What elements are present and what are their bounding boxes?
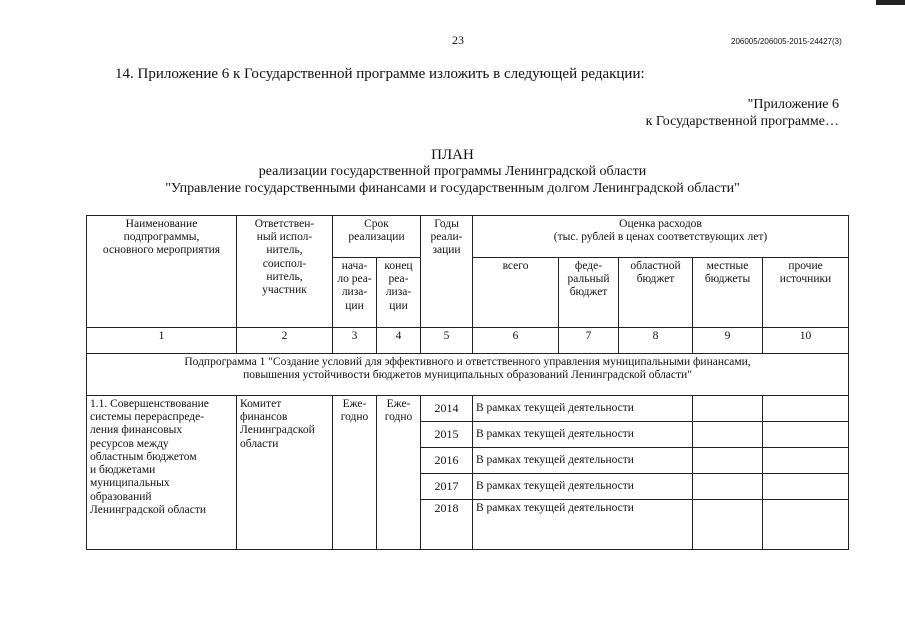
appendix-label-line2: к Государственной программе…: [645, 114, 839, 129]
column-number: 5: [421, 328, 473, 354]
year-cell: 2017: [421, 474, 473, 500]
subprogram-title: Подпрограмма 1 "Создание условий для эффективного и ответственного управления муниципальными финансами, повышения устойчивости бюджетов муниципальных образований Ленинградской области": [87, 354, 849, 396]
empty-cell: [693, 500, 763, 550]
header-term: Срок реализации: [333, 216, 421, 258]
empty-cell: [693, 448, 763, 474]
plan-title: ПЛАН: [431, 147, 474, 163]
empty-cell: [693, 474, 763, 500]
activity-name: 1.1. Совершенствование системы перераспреде- ления финансовых ресурсов между областным бюджетом и бюджетами муниципальных образований Ленинградской области: [87, 396, 237, 550]
empty-cell: [763, 422, 849, 448]
year-cell: 2018: [421, 500, 473, 550]
column-number: 3: [333, 328, 377, 354]
empty-cell: [763, 474, 849, 500]
header-costs: Оценка расходов (тыс. рублей в ценах соответствующих лет): [473, 216, 849, 258]
plan-subtitle-2: "Управление государственными финансами и государственным долгом Ленинградской области": [165, 181, 740, 196]
column-number: 2: [237, 328, 333, 354]
cost-note: В рамках текущей деятельности: [473, 500, 693, 550]
header-years: Годы реали- зации: [421, 216, 473, 328]
scan-corner-mark: [876, 0, 905, 5]
document-code: 206005/206005-2015-24427(3): [731, 37, 842, 46]
header-name: Наименование подпрограммы, основного мероприятия: [87, 216, 237, 328]
column-number: 8: [619, 328, 693, 354]
column-number: 9: [693, 328, 763, 354]
year-cell: 2016: [421, 448, 473, 474]
header-other: прочие источники: [763, 258, 849, 328]
column-number: 7: [559, 328, 619, 354]
plan-subtitle-1: реализации государственной программы Ленинградской области: [258, 164, 647, 179]
appendix-label-line1: "Приложение 6: [747, 97, 839, 112]
cost-note: В рамках текущей деятельности: [473, 396, 693, 422]
cost-note: В рамках текущей деятельности: [473, 448, 693, 474]
empty-cell: [693, 396, 763, 422]
cost-note: В рамках текущей деятельности: [473, 474, 693, 500]
column-number: 10: [763, 328, 849, 354]
header-term-start: нача- ло реа- лиза- ции: [333, 258, 377, 328]
empty-cell: [763, 448, 849, 474]
column-number: 1: [87, 328, 237, 354]
year-cell: 2014: [421, 396, 473, 422]
empty-cell: [763, 500, 849, 550]
column-number: 6: [473, 328, 559, 354]
empty-cell: [693, 422, 763, 448]
cost-note: В рамках текущей деятельности: [473, 422, 693, 448]
plan-table: [86, 215, 849, 550]
header-term-end: конец реа- лиза- ции: [377, 258, 421, 328]
year-cell: 2015: [421, 422, 473, 448]
header-federal: феде- ральный бюджет: [559, 258, 619, 328]
activity-responsible: Комитет финансов Ленинградской области: [237, 396, 333, 550]
header-total: всего: [473, 258, 559, 328]
column-number: 4: [377, 328, 421, 354]
header-regional: областной бюджет: [619, 258, 693, 328]
header-responsible: Ответствен- ный испол- нитель, соиспол- нитель, участник: [237, 216, 333, 328]
page-number: 23: [452, 33, 464, 47]
header-local: местные бюджеты: [693, 258, 763, 328]
empty-cell: [763, 396, 849, 422]
activity-end: Еже- годно: [377, 396, 421, 550]
activity-start: Еже- годно: [333, 396, 377, 550]
intro-paragraph: 14. Приложение 6 к Государственной программе изложить в следующей редакции:: [115, 66, 645, 82]
